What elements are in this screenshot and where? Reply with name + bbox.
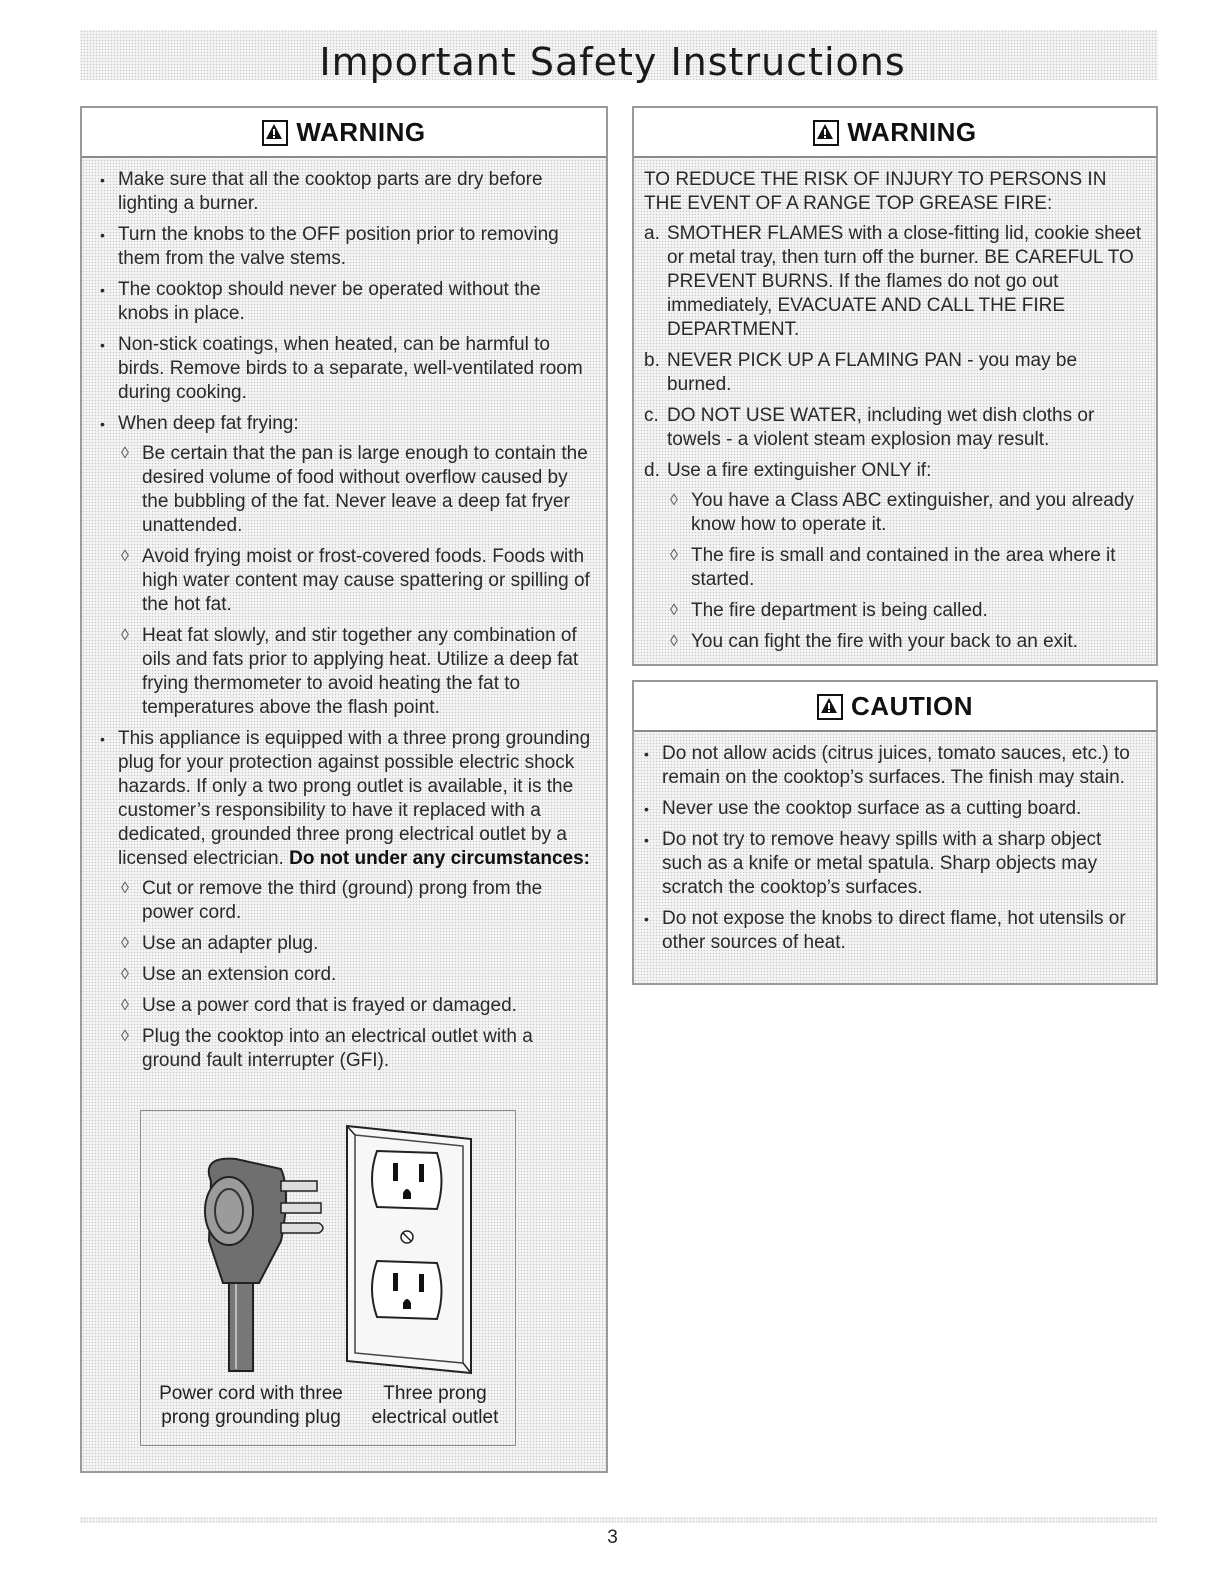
plug-and-outlet-illustration xyxy=(141,1111,515,1381)
right-warning-box xyxy=(632,106,1158,666)
caution-title: CAUTION xyxy=(851,690,973,721)
sub-list-item: ◊ Plug the cooktop into an electrical outlet with a ground fault interrupter (GFI). xyxy=(118,1025,592,1073)
list-item: • Never use the cooktop surface as a cutting board. xyxy=(644,797,1142,821)
list-item: • The cooktop should never be operated without the knobs in place. xyxy=(100,278,592,326)
right-warning-title: WARNING xyxy=(847,116,977,147)
plug-prong-icon xyxy=(281,1203,321,1213)
page-number: 3 xyxy=(607,1527,618,1548)
plug-ground-prong-icon xyxy=(281,1223,323,1233)
outlet-receptacle-icon xyxy=(372,1261,442,1319)
left-warning-header xyxy=(82,108,606,158)
warning-icon xyxy=(817,694,843,720)
sub-list-item: ◊ Use an adapter plug. xyxy=(118,932,592,956)
sub-list-item: ◊ The fire department is being called. xyxy=(667,599,1142,623)
sub-list-item: ◊ Avoid frying moist or frost-covered foods. Foods with high water content may cause spattering or spilling of the hot fat. xyxy=(118,545,592,617)
outlet-receptacle-icon xyxy=(372,1151,442,1209)
sub-list-item: ◊ The fire is small and contained in the area where it started. xyxy=(667,544,1142,592)
caution-body xyxy=(634,732,1156,970)
list-item: d. Use a fire extinguisher ONLY if: ◊ You have a Class ABC extinguisher, and you already know how to operate it. ◊ The fire is small and contained in the area where it started. ◊ The fire department is being called. ◊ You can fight the fire with your back to an exit. xyxy=(644,459,1142,654)
sub-list-item: ◊ Use an extension cord. xyxy=(118,963,592,987)
sub-list-item: ◊ You have a Class ABC extinguisher, and you already know how to operate it. xyxy=(667,489,1142,537)
list-item: • This appliance is equipped with a three prong grounding plug for your protection against possible electric shock hazards. If only a two prong outlet is available, it is the customer’s responsibility to have it replaced with a dedicated, grounded three prong electrical outlet by a licensed electrician. Do not under any circumstances: ◊ Cut or remove the third (ground) prong from the power cord. ◊ Use an adapter plug. ◊ Use an extension cord. ◊ Use a power cord that is frayed or damaged. ◊ Plug the cooktop into an electrical outlet with a ground fault interrupter (GFI). xyxy=(100,727,592,1073)
grease-fire-intro: TO REDUCE THE RISK OF INJURY TO PERSONS IN THE EVENT OF A RANGE TOP GREASE FIRE: xyxy=(644,169,1107,214)
warning-icon xyxy=(813,120,839,146)
warning-icon xyxy=(262,120,288,146)
list-item: • Do not try to remove heavy spills with a sharp object such as a knife or metal spatula. Sharp objects may scratch the cooktop’s surfaces. xyxy=(644,828,1142,900)
sub-list-item: ◊ Be certain that the pan is large enough to contain the desired volume of food without overflow caused by the bubbling of the fat. Never leave a deep fat fryer unattended. xyxy=(118,442,592,538)
list-item: • Do not expose the knobs to direct flame, hot utensils or other sources of heat. xyxy=(644,907,1142,955)
list-item: c. DO NOT USE WATER, including wet dish cloths or towels - a violent steam explosion may result. xyxy=(644,405,1095,450)
emphasis-text: Do not under any circumstances: xyxy=(289,848,590,869)
caution-box xyxy=(632,680,1158,985)
sub-list-item: ◊ Cut or remove the third (ground) prong from the power cord. xyxy=(118,877,592,925)
list-item: • Do not allow acids (citrus juices, tomato sauces, etc.) to remain on the cooktop’s surfaces. The finish may stain. xyxy=(644,742,1142,790)
plug-prong-icon xyxy=(281,1181,317,1191)
right-warning-header xyxy=(634,108,1156,158)
list-item: a. SMOTHER FLAMES with a close-fitting lid, cookie sheet or metal tray, then turn off the burner. BE CAREFUL TO PREVENT BURNS. If the flames do not go out immediately, EVACUATE AND CALL THE FIRE DEPARTMENT. xyxy=(644,223,1142,340)
page-title: Important Safety Instructions xyxy=(319,40,906,84)
list-item: • Turn the knobs to the OFF position prior to removing them from the valve stems. xyxy=(100,223,592,271)
outlet-caption: Three prong electrical outlet xyxy=(371,1383,499,1428)
list-item: • Make sure that all the cooktop parts are dry before lighting a burner. xyxy=(100,168,592,216)
plug-caption: Power cord with three prong grounding plug xyxy=(159,1383,343,1428)
sub-list-item: ◊ Use a power cord that is frayed or damaged. xyxy=(118,994,592,1018)
caution-header xyxy=(634,682,1156,732)
sub-list-item: ◊ Heat fat slowly, and stir together any combination of oils and fats prior to applying heat. Utilize a deep fat frying thermometer to avoid heating the fat to temperatures above the flash point. xyxy=(118,624,592,720)
left-warning-title: WARNING xyxy=(296,116,426,147)
sub-list-item: ◊ You can fight the fire with your back to an exit. xyxy=(667,630,1142,654)
list-item: • Non-stick coatings, when heated, can be harmful to birds. Remove birds to a separate, well-ventilated room during cooking. xyxy=(100,333,592,405)
right-warning-body xyxy=(634,158,1156,669)
list-item: b. NEVER PICK UP A FLAMING PAN - you may be burned. xyxy=(644,350,1078,395)
footer-rule xyxy=(80,1517,1158,1523)
list-item: • When deep fat frying: ◊ Be certain that the pan is large enough to contain the desired volume of food without overflow caused by the bubbling of the fat. Never leave a deep fat fryer unattended. ◊ Avoid frying moist or frost-covered foods. Foods with high water content may cause spattering or spilling of the hot fat. ◊ Heat fat slowly, and stir together any combination of oils and fats prior to applying heat. Utilize a deep fat frying thermometer to avoid heating the fat to temperatures above the flash point. xyxy=(100,412,592,720)
left-warning-body xyxy=(82,158,606,1088)
